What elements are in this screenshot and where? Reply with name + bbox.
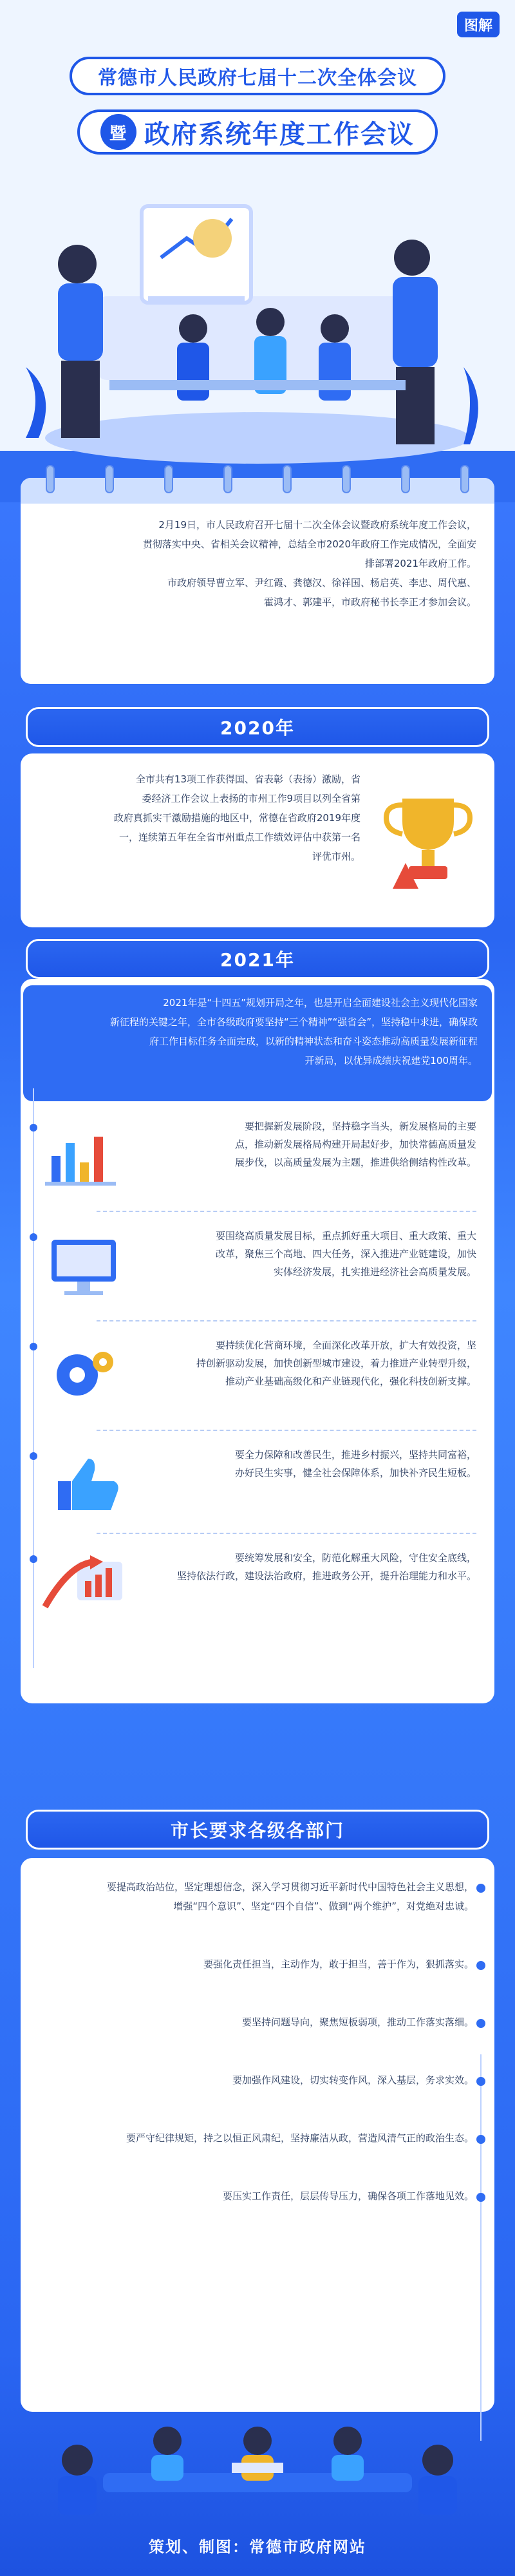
req-item: 要严守纪律规矩，持之以恒正风肃纪，坚持廉洁从政，营造风清气正的政治生态。 [126, 2132, 474, 2144]
seal-badge: 暨 [100, 114, 136, 150]
list-item-text: 要持续优化营商环境，全面深化改革开放，扩大有效投资，坚 持创新驱动发展，加快创新型城市建设，着力推进产业转型升级， 推动产业基础高级化和产业链现代化，强化科技创新支撑。 [196, 1340, 476, 1387]
req-timeline-line [480, 2054, 482, 2441]
thumb-icon [39, 1446, 129, 1523]
section-req-header: 市长要求各级各部门 [26, 1810, 489, 1850]
section-2020-header: 2020年 [26, 707, 489, 747]
list-item [39, 1446, 476, 1530]
req-dot [476, 1961, 485, 1970]
req-item: 要坚持问题导向，聚焦短板弱项，推动工作落实落细。 [241, 2016, 474, 2028]
chart-icon [39, 1117, 129, 1195]
req-item: 要强化责任担当，主动作为，敢于担当，善于作为，狠抓落实。 [203, 1958, 474, 1970]
meeting-illustration [0, 167, 515, 502]
list-item-text: 要把握新发展阶段，坚持稳字当头，新发展格局的主要 点，推动新发展格局构建开局起好步，加快常德高质量发 展步伐，以高质量发展为主题，推进供给侧结构性改革。 [234, 1121, 476, 1168]
list-item [39, 1336, 476, 1420]
req-dot [476, 2019, 485, 2028]
intro-card-header [21, 478, 494, 504]
list-item-text: 要全力保障和改善民生，推进乡村振兴，坚持共同富裕， 办好民生实事，健全社会保障体系，加快补齐民生短板。 [234, 1449, 476, 1479]
title-line-2: 政府系统年度工作会议 [144, 119, 415, 149]
tuji-tag: 图解 [457, 12, 500, 37]
req-item: 要提高政治站位，坚定理想信念，深入学习贯彻习近平新时代中国特色社会主义思想， 增强“四个意识”、坚定“四个自信”、做到“两个维护”，对党绝对忠诚。 [106, 1881, 474, 1912]
timeline-dot [30, 1124, 37, 1132]
trend-icon [39, 1549, 129, 1626]
req-dot [476, 1884, 485, 1893]
team-illustration [0, 2396, 515, 2524]
intro-text: 2月19日，市人民政府召开七届十二次全体会议暨政府系统年度工作会议， 贯彻落实中央、省相关会议精神，总结全市2020年政府工作完成情况，全面安 排部署2021年政府工作。 市政府领导曹立军、尹红霞、龚德汉、徐祥国、杨启英、李忠、周代惠、 霍鸿才、郭建平，市政府秘书长李正才参加会议。 [142, 519, 476, 608]
item-separator [97, 1430, 476, 1431]
req-dot [476, 2193, 485, 2202]
req-dot [476, 2135, 485, 2144]
list-item-text: 要统筹发展和安全，防范化解重大风险，守住安全底线， 坚持依法行政，建设法治政府，推进政务公开，提升治理能力和水平。 [176, 1552, 476, 1582]
req-item: 要压实工作责任，层层传导压力，确保各项工作落地见效。 [222, 2190, 474, 2202]
computer-icon [39, 1227, 129, 1304]
item-separator [97, 1533, 476, 1534]
section-2021-highlight: 2021年是“十四五”规划开局之年，也是开启全面建设社会主义现代化国家 新征程的关键之年，全市各级政府要坚持“三个精神”“强省会”，坚持稳中求进，确保政 府工作目标任务全面完成，以新的精神状态和奋斗姿态推动高质量发展新征程 开新局，以优异成绩庆祝建党100周年。 [23, 985, 492, 1101]
list-item-text: 要围绕高质量发展目标，重点抓好重大项目、重大政策、重大 改革，聚焦三个高地、四大任务，深入推进产业链建设，加快 实体经济发展，扎实推进经济社会高质量发展。 [215, 1230, 476, 1278]
title-line-2-box [77, 109, 438, 155]
timeline-line [33, 1088, 34, 1668]
title-line-1: 常德市人民政府七届十二次全体会议 [70, 57, 445, 95]
section-2020-text: 全市共有13项工作获得国、省表彰（表扬）激励，省 委经济工作会议上表扬的市州工作9项目以列全省第 政府真抓实干激励措施的地区中，常德在省政府2019年度 一，连续第五年在全省市州重点工作绩效评估中获第一名 评优市州。 [113, 773, 360, 862]
list-item [39, 1227, 476, 1311]
timeline-dot [30, 1233, 37, 1241]
item-separator [97, 1211, 476, 1212]
footer-credit: 策划、制图：常德市政府网站 [149, 2538, 366, 2556]
timeline-dot [30, 1452, 37, 1460]
gear-icon [39, 1336, 129, 1414]
req-dot [476, 2077, 485, 2086]
timeline-dot [30, 1555, 37, 1563]
list-item [39, 1117, 476, 1201]
list-item [39, 1549, 476, 1633]
section-2021-header: 2021年 [26, 939, 489, 979]
trophy-icon [380, 786, 476, 889]
item-separator [97, 1320, 476, 1321]
timeline-dot [30, 1343, 37, 1350]
req-item: 要加强作风建设，切实转变作风，深入基层，务求实效。 [232, 2074, 474, 2086]
